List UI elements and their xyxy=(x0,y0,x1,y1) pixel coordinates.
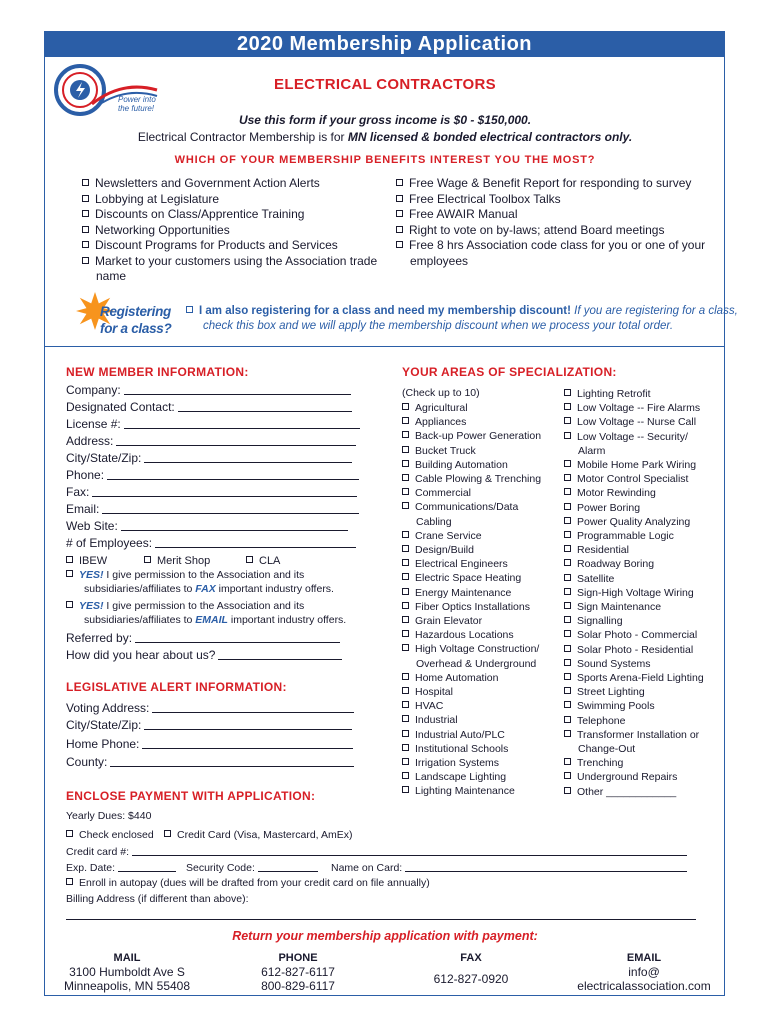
legislative-heading: LEGISLATIVE ALERT INFORMATION: xyxy=(66,680,287,694)
benefit-option[interactable]: Right to vote on by-laws; attend Board meetings xyxy=(396,223,705,239)
checkbox[interactable] xyxy=(564,772,571,779)
checkbox[interactable] xyxy=(564,531,571,538)
specialization-option[interactable]: Low Voltage -- Fire Alarms xyxy=(564,401,704,415)
specialization-option[interactable]: Building Automation xyxy=(402,458,541,472)
checkbox[interactable] xyxy=(402,616,409,623)
checkbox[interactable] xyxy=(396,226,403,233)
specialization-option-cont: Cabling xyxy=(416,515,452,528)
specialization-option[interactable]: Solar Photo - Residential xyxy=(564,643,704,657)
checkbox[interactable] xyxy=(82,195,89,202)
specialization-option[interactable]: Telephone xyxy=(564,714,704,728)
checkbox[interactable] xyxy=(402,673,409,680)
specialization-option[interactable]: Home Automation xyxy=(402,671,541,685)
checkbox[interactable] xyxy=(564,645,571,652)
checkbox[interactable] xyxy=(402,786,409,793)
specialization-option[interactable]: Mobile Home Park Wiring xyxy=(564,458,704,472)
checkbox[interactable] xyxy=(564,616,571,623)
page-title: 2020 Membership Application xyxy=(44,31,725,57)
checkbox[interactable] xyxy=(564,787,571,794)
checkbox[interactable] xyxy=(82,210,89,217)
legislative-city-field[interactable]: City/State/Zip: xyxy=(66,718,352,732)
card-number-field[interactable]: Credit card #: xyxy=(66,845,687,858)
county-field[interactable]: County: xyxy=(66,755,354,769)
checkbox[interactable] xyxy=(402,446,409,453)
specialization-option[interactable]: Design/Build xyxy=(402,543,541,557)
specialization-option[interactable]: Agricultural xyxy=(402,401,541,415)
checkbox[interactable] xyxy=(564,474,571,481)
specialization-option[interactable]: Cable Plowing & Trenching xyxy=(402,472,541,486)
registering-badge-line1: Registering xyxy=(100,304,171,319)
specialization-option[interactable]: Street Lighting xyxy=(564,685,704,699)
fax-contact: FAX 612-827-0920 xyxy=(433,952,509,986)
specialization-option-cont: Alarm xyxy=(578,444,606,457)
benefit-option-cont: name xyxy=(96,269,127,283)
specialization-option[interactable]: HVAC xyxy=(402,699,541,713)
specialization-option[interactable]: Grain Elevator xyxy=(402,614,541,628)
checkbox[interactable] xyxy=(564,701,571,708)
specialization-option[interactable]: Other ____________ xyxy=(564,785,704,799)
benefit-option[interactable]: Networking Opportunities xyxy=(82,223,377,239)
checkbox[interactable] xyxy=(564,389,571,396)
specialization-option[interactable]: Sports Arena-Field Lighting xyxy=(564,671,704,685)
specialization-option[interactable]: Trenching xyxy=(564,756,704,770)
email-field[interactable]: Email: xyxy=(66,502,359,516)
checkbox[interactable] xyxy=(402,545,409,552)
specialization-option[interactable]: Sound Systems xyxy=(564,657,704,671)
specialization-option[interactable]: Commercial xyxy=(402,486,541,500)
checkbox[interactable] xyxy=(66,570,73,577)
specialization-option[interactable]: Programmable Logic xyxy=(564,529,704,543)
affiliation-cla[interactable]: CLA xyxy=(246,555,280,567)
checkbox[interactable] xyxy=(66,601,73,608)
name-on-card-field[interactable]: Name on Card: xyxy=(331,861,687,874)
city-state-zip-field[interactable]: City/State/Zip: xyxy=(66,451,352,465)
checkbox[interactable] xyxy=(564,673,571,680)
checkbox[interactable] xyxy=(564,460,571,467)
registering-badge-line2: for a class? xyxy=(100,321,172,336)
specialization-option[interactable]: Lighting Maintenance xyxy=(402,784,541,798)
voting-address-field[interactable]: Voting Address: xyxy=(66,701,354,715)
specialization-option[interactable]: Industrial Auto/PLC xyxy=(402,728,541,742)
checkbox[interactable] xyxy=(402,687,409,694)
contact-field[interactable]: Designated Contact: xyxy=(66,400,352,414)
checkbox[interactable] xyxy=(402,417,409,424)
license-field[interactable]: License #: xyxy=(66,417,360,431)
checkbox[interactable] xyxy=(564,545,571,552)
checkbox[interactable] xyxy=(564,630,571,637)
checkbox[interactable] xyxy=(66,830,73,837)
specialization-note: (Check up to 10) xyxy=(402,387,480,399)
specialization-option[interactable]: Underground Repairs xyxy=(564,770,704,784)
checkbox[interactable] xyxy=(66,878,73,885)
address-field[interactable]: Address: xyxy=(66,434,356,448)
benefit-option[interactable]: Free Electrical Toolbox Talks xyxy=(396,192,705,208)
website-field[interactable]: Web Site: xyxy=(66,519,348,533)
return-heading: Return your membership application with payment: xyxy=(232,929,538,943)
checkbox[interactable] xyxy=(82,257,89,264)
logo-tagline-1: Power into xyxy=(118,95,156,104)
affiliation-merit-shop[interactable]: Merit Shop xyxy=(144,555,210,567)
specialization-option[interactable]: Low Voltage -- Nurse Call xyxy=(564,415,704,429)
benefits-question: WHICH OF YOUR MEMBERSHIP BENEFITS INTEREST YOU THE MOST? xyxy=(174,154,596,166)
checkbox[interactable] xyxy=(402,460,409,467)
checkbox[interactable] xyxy=(402,488,409,495)
specialization-option[interactable]: Electrical Engineers xyxy=(402,557,541,571)
specialization-option[interactable]: Power Boring xyxy=(564,501,704,515)
benefit-option[interactable]: Market to your customers using the Association trade xyxy=(82,254,377,270)
specialization-option[interactable]: Hazardous Locations xyxy=(402,628,541,642)
checkbox[interactable] xyxy=(564,659,571,666)
specialization-option[interactable]: Sign-High Voltage Wiring xyxy=(564,586,704,600)
specialization-option[interactable]: Residential xyxy=(564,543,704,557)
specialization-option[interactable]: Solar Photo - Commercial xyxy=(564,628,704,642)
benefit-option[interactable]: Free Wage & Benefit Report for responding to survey xyxy=(396,176,705,192)
checkbox[interactable] xyxy=(564,602,571,609)
checkbox[interactable] xyxy=(402,602,409,609)
specialization-option[interactable]: Power Quality Analyzing xyxy=(564,515,704,529)
specialization-option[interactable]: Communications/Data xyxy=(402,500,541,514)
checkbox[interactable] xyxy=(402,431,409,438)
checkbox[interactable] xyxy=(402,474,409,481)
specialization-option[interactable]: Industrial xyxy=(402,713,541,727)
checkbox[interactable] xyxy=(82,241,89,248)
specialization-option[interactable]: Lighting Retrofit xyxy=(564,387,704,401)
checkbox[interactable] xyxy=(402,403,409,410)
checkbox[interactable] xyxy=(82,226,89,233)
eligibility-note: Electrical Contractor Membership is for MN licensed & bonded electrical contractors only. xyxy=(137,130,633,144)
checkbox[interactable] xyxy=(396,179,403,186)
checkbox[interactable] xyxy=(402,559,409,566)
benefits-left-list xyxy=(82,176,377,285)
checkbox[interactable] xyxy=(564,403,571,410)
security-code-field[interactable]: Security Code: xyxy=(186,861,318,874)
checkbox[interactable] xyxy=(402,772,409,779)
specialization-option[interactable]: Motor Rewinding xyxy=(564,486,704,500)
checkbox[interactable] xyxy=(564,517,571,524)
benefit-option-cont: employees xyxy=(410,253,469,268)
check-enclosed-option[interactable]: Check enclosed xyxy=(66,829,154,841)
mail-contact: MAIL 3100 Humboldt Ave S Minneapolis, MN 55408 xyxy=(63,952,191,993)
benefit-option[interactable]: Discounts on Class/Apprentice Training xyxy=(82,207,377,223)
benefit-option[interactable]: Discount Programs for Products and Services xyxy=(82,238,377,254)
referred-by-field[interactable]: Referred by: xyxy=(66,631,340,645)
checkbox[interactable] xyxy=(402,758,409,765)
benefit-option[interactable]: Free AWAIR Manual xyxy=(396,207,705,223)
class-registration-note: check this box and we will apply the membership discount when we process your total order. xyxy=(203,320,674,332)
checkbox[interactable] xyxy=(402,744,409,751)
specialization-heading: YOUR AREAS OF SPECIALIZATION: xyxy=(402,365,617,379)
email-contact: EMAIL info@ electricalassociation.com xyxy=(577,952,711,993)
checkbox[interactable] xyxy=(402,630,409,637)
billing-address-field[interactable] xyxy=(66,919,696,920)
checkbox[interactable] xyxy=(564,432,571,439)
income-note: Use this form if your gross income is $0 - $150,000. xyxy=(238,113,532,127)
checkbox[interactable] xyxy=(402,573,409,580)
employees-field[interactable]: # of Employees: xyxy=(66,536,356,550)
checkbox[interactable] xyxy=(402,588,409,595)
specialization-option[interactable]: Bucket Truck xyxy=(402,444,541,458)
specialization-option[interactable]: Crane Service xyxy=(402,529,541,543)
specialization-option[interactable]: Appliances xyxy=(402,415,541,429)
home-phone-field[interactable]: Home Phone: xyxy=(66,737,353,751)
specialization-option[interactable]: Swimming Pools xyxy=(564,699,704,713)
checkbox[interactable] xyxy=(564,559,571,566)
phone-field[interactable]: Phone: xyxy=(66,468,359,482)
payment-heading: ENCLOSE PAYMENT WITH APPLICATION: xyxy=(66,789,316,803)
specialization-option[interactable]: Back-up Power Generation xyxy=(402,429,541,443)
checkbox[interactable] xyxy=(564,716,571,723)
specialization-option[interactable]: Energy Maintenance xyxy=(402,586,541,600)
phone-contact: PHONE 612-827-6117 800-829-6117 xyxy=(261,952,335,993)
checkbox[interactable] xyxy=(396,241,403,248)
checkbox[interactable] xyxy=(396,210,403,217)
checkbox[interactable] xyxy=(402,502,409,509)
checkbox[interactable] xyxy=(402,715,409,722)
yearly-dues: Yearly Dues: $440 xyxy=(66,810,152,822)
checkbox[interactable] xyxy=(564,687,571,694)
heard-about-field[interactable]: How did you hear about us? xyxy=(66,648,342,662)
checkbox[interactable] xyxy=(402,730,409,737)
checkbox[interactable] xyxy=(564,488,571,495)
checkbox[interactable] xyxy=(564,730,571,737)
checkbox[interactable] xyxy=(66,556,73,563)
exp-date-field[interactable]: Exp. Date: xyxy=(66,861,176,874)
specialization-col1 xyxy=(402,401,541,799)
specialization-option-cont: Overhead & Underground xyxy=(416,657,537,670)
specialization-option[interactable]: Institutional Schools xyxy=(402,742,541,756)
subtitle: ELECTRICAL CONTRACTORS xyxy=(274,76,496,93)
new-member-heading: NEW MEMBER INFORMATION: xyxy=(66,365,249,379)
specialization-option[interactable]: Fiber Optics Installations xyxy=(402,600,541,614)
fax-permission-text: subsidiaries/affiliates to FAX important industry offers. xyxy=(84,583,334,595)
email-permission-text: subsidiaries/affiliates to EMAIL important industry offers. xyxy=(84,614,347,626)
checkbox[interactable] xyxy=(82,179,89,186)
specialization-col2 xyxy=(564,387,704,799)
autopay-option[interactable]: Enroll in autopay (dues will be drafted from your credit card on file annually) xyxy=(66,877,430,889)
specialization-option[interactable]: Sign Maintenance xyxy=(564,600,704,614)
fax-permission-option[interactable]: YES! I give permission to the Association and its xyxy=(66,569,304,581)
logo-tagline-2: the future! xyxy=(118,104,155,113)
checkbox[interactable] xyxy=(564,417,571,424)
checkbox[interactable] xyxy=(402,644,409,651)
specialization-option[interactable]: Low Voltage -- Security/ xyxy=(564,430,704,444)
specialization-option[interactable]: Signalling xyxy=(564,614,704,628)
checkbox[interactable] xyxy=(246,556,253,563)
specialization-option[interactable]: Transformer Installation or xyxy=(564,728,704,742)
specialization-option[interactable]: Satellite xyxy=(564,572,704,586)
specialization-option[interactable]: Electric Space Heating xyxy=(402,571,541,585)
checkbox[interactable] xyxy=(564,574,571,581)
checkbox[interactable] xyxy=(564,758,571,765)
email-permission-option[interactable]: YES! I give permission to the Association and its xyxy=(66,600,304,612)
checkbox[interactable] xyxy=(564,503,571,510)
benefit-option[interactable]: Free 8 hrs Association code class for you or one of your xyxy=(396,238,705,254)
checkbox[interactable] xyxy=(402,531,409,538)
billing-address-label: Billing Address (if different than above): xyxy=(66,893,249,905)
checkbox[interactable] xyxy=(402,701,409,708)
checkbox[interactable] xyxy=(144,556,151,563)
specialization-option[interactable]: Roadway Boring xyxy=(564,557,704,571)
class-registration-option[interactable]: I am also registering for a class and need my membership discount! If you are registering for a class, xyxy=(186,305,738,317)
checkbox[interactable] xyxy=(564,588,571,595)
checkbox[interactable] xyxy=(396,195,403,202)
benefit-option[interactable]: Lobbying at Legislature xyxy=(82,192,377,208)
specialization-option[interactable]: Irrigation Systems xyxy=(402,756,541,770)
specialization-option[interactable]: Landscape Lighting xyxy=(402,770,541,784)
benefit-option[interactable]: Newsletters and Government Action Alerts xyxy=(82,176,377,192)
checkbox[interactable] xyxy=(164,830,171,837)
company-field[interactable]: Company: xyxy=(66,383,351,397)
credit-card-option[interactable]: Credit Card (Visa, Mastercard, AmEx) xyxy=(164,829,352,841)
specialization-option[interactable]: Motor Control Specialist xyxy=(564,472,704,486)
benefits-right-list xyxy=(396,176,705,269)
specialization-option[interactable]: High Voltage Construction/ xyxy=(402,642,541,656)
checkbox[interactable] xyxy=(186,306,193,313)
fax-field[interactable]: Fax: xyxy=(66,485,357,499)
divider xyxy=(44,346,725,347)
specialization-option[interactable]: Hospital xyxy=(402,685,541,699)
specialization-option-cont: Change-Out xyxy=(578,743,636,756)
affiliation-ibew[interactable]: IBEW xyxy=(66,555,107,567)
